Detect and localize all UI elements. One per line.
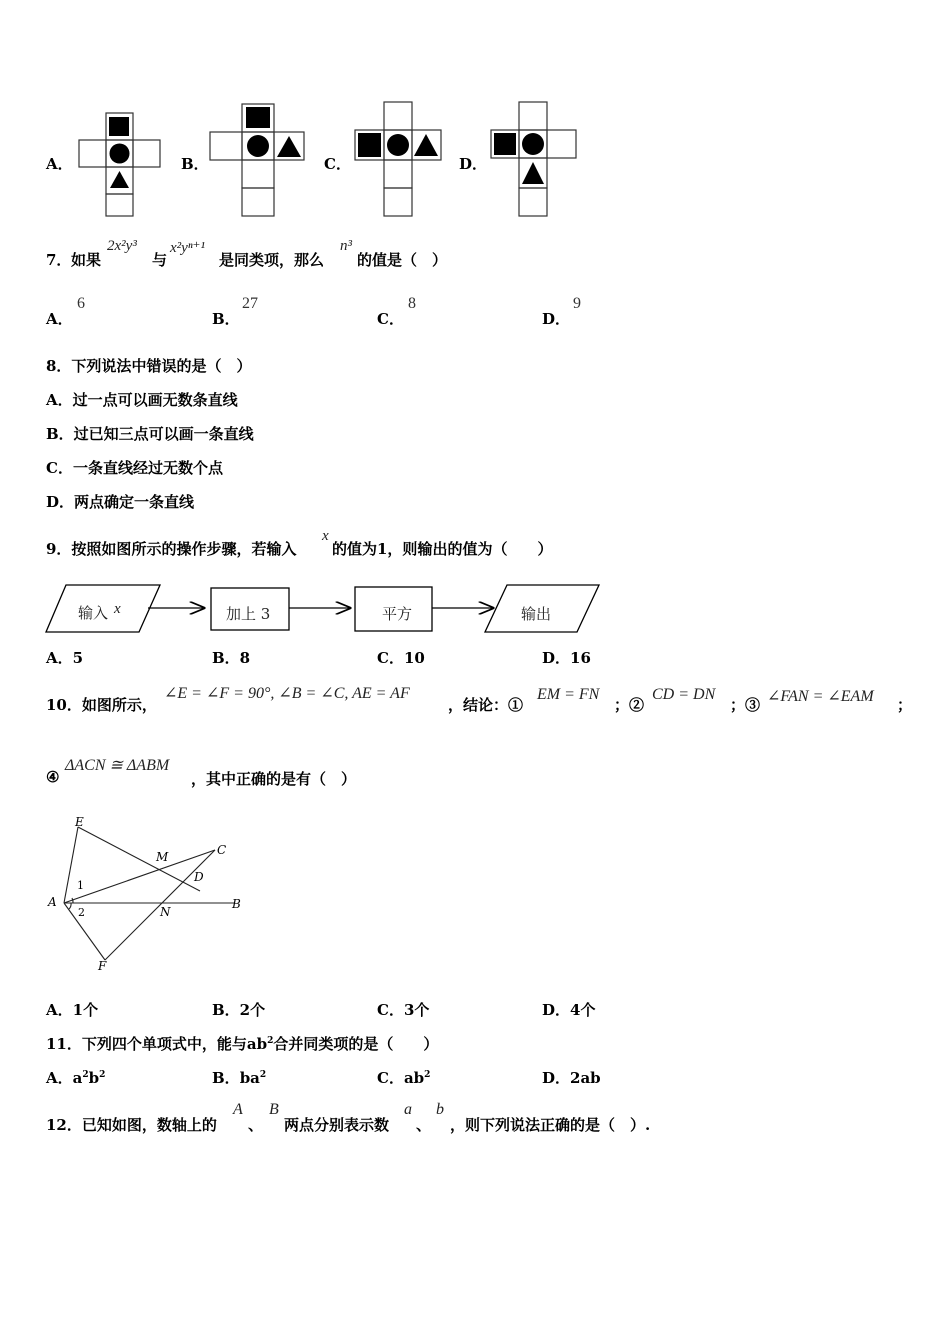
circle-icon — [522, 133, 544, 155]
q9-flowchart — [44, 580, 604, 638]
flow-step-1: 加上 3 — [226, 605, 271, 623]
q9-text-2: 的值为1，则输出的值为（ ） — [332, 540, 553, 558]
q9-option-b[interactable]: B．8 — [212, 649, 251, 667]
q7-text-4: 的值是（ ） — [357, 251, 448, 269]
q7-text-3: 是同类项，那么 — [219, 251, 325, 269]
q9-option-c[interactable]: C．10 — [377, 649, 425, 667]
q12-text-3: ，则下列说法正确的是（ ）. — [450, 1116, 651, 1134]
angle-2-arc — [69, 903, 71, 909]
q8-option-b[interactable]: B．过已知三点可以画一条直线 — [46, 425, 254, 443]
q7-option-d-label[interactable]: D． — [542, 310, 571, 328]
q11-option-d[interactable]: D．2ab — [542, 1069, 601, 1087]
q7-option-a-label[interactable]: A． — [46, 310, 73, 328]
triangle-icon — [277, 136, 301, 157]
q10-option-c[interactable]: C．3个 — [377, 1001, 430, 1019]
q12-num-a: a — [404, 1101, 412, 1118]
q10-sep-4: ； — [897, 696, 913, 714]
label-m: M — [156, 850, 169, 864]
q6-net-b[interactable] — [207, 100, 307, 218]
q7-option-b-label[interactable]: B． — [212, 310, 240, 328]
triangle-icon — [110, 171, 129, 188]
q10-sep-2: ；② — [614, 696, 645, 714]
label-f: F — [98, 959, 107, 973]
q9-var: x — [322, 528, 329, 544]
triangle-icon — [522, 162, 544, 184]
q7-text-1: 如果 — [71, 251, 102, 269]
q6-option-b-label[interactable]: B． — [181, 155, 209, 173]
q8-option-c[interactable]: C．一条直线经过无数个点 — [46, 459, 223, 477]
q7-number: 7． — [46, 251, 72, 269]
flow-input-label: 输入 — [78, 604, 109, 622]
segment-eb — [78, 827, 200, 891]
q8-option-a[interactable]: A．过一点可以画无数条直线 — [46, 391, 238, 409]
flow-output: 输出 — [521, 605, 552, 623]
q12-text-1: 12．已知如图，数轴上的 — [46, 1116, 217, 1134]
q10-conclusion-2: CD = DN — [652, 686, 716, 703]
q7-option-c-value[interactable]: 8 — [408, 295, 416, 312]
square-icon — [246, 107, 270, 128]
q12-sep-1: 、 — [248, 1116, 264, 1134]
q10-option-b[interactable]: B．2个 — [212, 1001, 266, 1019]
q6-option-a-label[interactable]: A． — [46, 155, 73, 173]
q12-point-b: B — [269, 1101, 279, 1118]
q7-option-b-value[interactable]: 27 — [242, 295, 258, 312]
q6-net-d[interactable] — [488, 100, 580, 218]
flow-input-var: x — [114, 601, 121, 617]
q10-conclusion-3: ∠FAN = ∠EAM — [767, 688, 874, 705]
label-n: N — [160, 905, 171, 919]
q12-sep-2: 、 — [416, 1116, 432, 1134]
q11-option-a[interactable]: A．$a^2b^2$ — [46, 1069, 106, 1087]
q6-option-d-label[interactable]: D． — [459, 155, 488, 173]
flow-step-2: 平方 — [382, 605, 413, 623]
q12-num-b: b — [436, 1101, 444, 1118]
q7-text-2: 与 — [152, 251, 168, 269]
q12-point-a: A — [233, 1101, 243, 1118]
q8-question: 8．下列说法中错误的是（ ） — [46, 357, 252, 375]
label-b: B — [232, 897, 241, 911]
label-1: 1 — [77, 879, 84, 892]
q10-text-2: ，结论：① — [448, 696, 524, 714]
label-d: D — [194, 870, 204, 884]
q9-option-d[interactable]: D．16 — [542, 649, 591, 667]
q6-net-c[interactable] — [352, 100, 444, 218]
square-icon — [358, 133, 381, 157]
q10-condition: ∠E = ∠F = 90°, ∠B = ∠C, AE = AF — [164, 685, 410, 702]
q11-question: 11．下列四个单项式中，能与$ab^2$合并同类项的是（ ） — [46, 1035, 439, 1053]
square-icon — [494, 133, 516, 155]
q9-option-a[interactable]: A．5 — [46, 649, 84, 667]
q9-text-1: 9．按照如图所示的操作步骤，若输入 — [46, 540, 297, 558]
q6-net-a[interactable] — [76, 110, 164, 218]
triangle-icon — [414, 134, 438, 156]
q11-option-c[interactable]: C．$ab^2$ — [377, 1069, 431, 1087]
q7-term-1: 2x²y³ — [107, 238, 137, 254]
q7-option-c-label[interactable]: C． — [377, 310, 404, 328]
label-2: 2 — [78, 906, 85, 919]
circle-icon — [110, 144, 130, 164]
circle-icon — [387, 134, 409, 156]
q10-option-d[interactable]: D．4个 — [542, 1001, 596, 1019]
q8-option-d[interactable]: D．两点确定一条直线 — [46, 493, 195, 511]
label-a: A — [48, 895, 57, 909]
label-c: C — [217, 843, 227, 857]
square-icon — [109, 117, 129, 136]
q10-conclusion-1: EM = FN — [537, 686, 600, 703]
q11-option-b[interactable]: B．$ba^2$ — [212, 1069, 267, 1087]
q10-option-a[interactable]: A．1个 — [46, 1001, 99, 1019]
circle-icon — [247, 135, 269, 157]
q12-text-2: 两点分别表示数 — [284, 1116, 390, 1134]
q10-conclusion-4: ΔACN ≅ ΔABM — [65, 757, 170, 774]
segment-ac — [64, 850, 215, 903]
segment-ae — [64, 827, 78, 903]
q10-line2-prefix: ④ — [46, 768, 60, 786]
q7-option-a-value[interactable]: 6 — [77, 295, 85, 312]
q10-sep-3: ；③ — [730, 696, 761, 714]
q7-expr: n³ — [340, 238, 352, 254]
q7-term-2: x²yⁿ⁺¹ — [170, 240, 205, 256]
q10-figure — [40, 812, 255, 977]
q6-option-c-label[interactable]: C． — [324, 155, 351, 173]
q10-line2-suffix: ，其中正确的是有（ ） — [191, 770, 357, 788]
label-e: E — [75, 815, 84, 829]
q7-option-d-value[interactable]: 9 — [573, 295, 581, 312]
q10-text-1: 10．如图所示， — [46, 696, 157, 714]
